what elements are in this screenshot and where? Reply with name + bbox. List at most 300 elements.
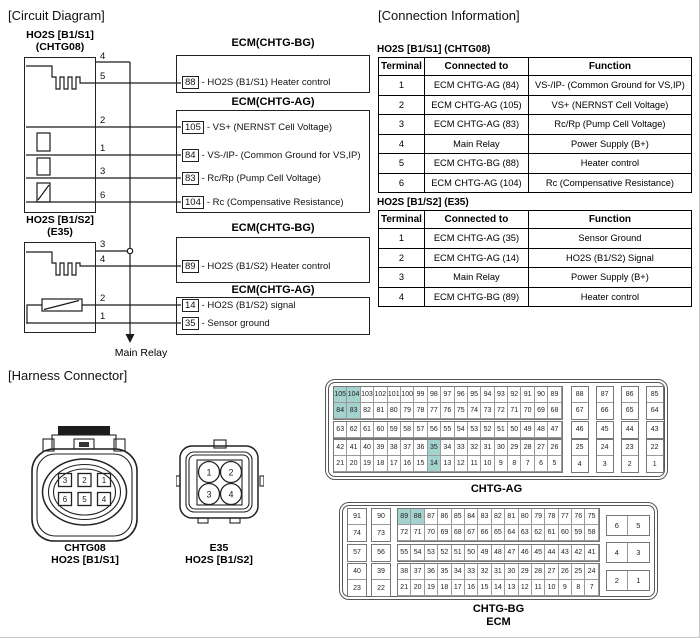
pin-58: 58 bbox=[401, 422, 414, 438]
pin-12: 12 bbox=[455, 456, 468, 472]
pin-90: 90 bbox=[372, 509, 390, 525]
pin-91: 91 bbox=[348, 509, 366, 525]
connector2-sub: HO2S [B1/S2] bbox=[185, 554, 253, 566]
pin-14: 14 bbox=[492, 580, 505, 596]
main-relay-label: Main Relay bbox=[114, 347, 168, 359]
pin-box bbox=[621, 439, 639, 473]
pin-4: 4 bbox=[607, 543, 628, 562]
pin-1: 1 bbox=[647, 456, 663, 472]
pin-105: 105 bbox=[334, 387, 347, 403]
pin-104: 104 bbox=[347, 387, 360, 403]
pin-grid bbox=[397, 563, 600, 597]
pin-38: 38 bbox=[398, 564, 411, 580]
column-header: Terminal bbox=[379, 58, 425, 76]
pin-1: 1 bbox=[628, 571, 649, 590]
pin-number-label: 5 bbox=[100, 71, 106, 82]
pin-27: 27 bbox=[535, 440, 548, 456]
pin-number-label: 3 bbox=[100, 166, 106, 177]
pin-25: 25 bbox=[572, 440, 588, 456]
pin-number-label: 4 bbox=[100, 254, 106, 265]
pin-43: 43 bbox=[647, 422, 663, 438]
pin-box bbox=[646, 421, 664, 439]
pin-16: 16 bbox=[465, 580, 478, 596]
pin-17: 17 bbox=[388, 456, 401, 472]
cavity-number: 1 bbox=[101, 476, 107, 485]
sensor1-code: (CHTG08) bbox=[35, 41, 85, 53]
pin-27: 27 bbox=[545, 564, 558, 580]
pin-49: 49 bbox=[478, 545, 491, 561]
ecm-pin-number: 84 bbox=[182, 149, 199, 162]
ecm-pin-desc: - HO2S (B1/S1) Heater control bbox=[201, 76, 331, 88]
pin-65: 65 bbox=[622, 403, 638, 419]
pin-90: 90 bbox=[535, 387, 548, 403]
pin-20: 20 bbox=[347, 456, 360, 472]
pin-62: 62 bbox=[347, 422, 360, 438]
pin-72: 72 bbox=[495, 403, 508, 419]
pin-86: 86 bbox=[438, 509, 451, 525]
pin-15: 15 bbox=[414, 456, 427, 472]
pin-singles bbox=[347, 508, 391, 542]
table-cell: HO2S (B1/S2) Signal bbox=[528, 248, 691, 268]
pin-44: 44 bbox=[622, 422, 638, 438]
pin-box bbox=[646, 386, 664, 420]
pin-grid bbox=[333, 386, 563, 420]
pin-31: 31 bbox=[492, 564, 505, 580]
e35-connector-drawing bbox=[176, 438, 264, 524]
pin-box bbox=[596, 421, 614, 439]
table-cell: ECM CHTG-AG (84) bbox=[424, 76, 528, 96]
pin-51: 51 bbox=[452, 545, 465, 561]
pin-73: 73 bbox=[481, 403, 494, 419]
pin-43: 43 bbox=[559, 545, 572, 561]
chtg08-connector-drawing bbox=[28, 424, 144, 544]
pin-8: 8 bbox=[572, 580, 585, 596]
pin-102: 102 bbox=[374, 387, 387, 403]
pin-5: 5 bbox=[628, 516, 649, 535]
pin-35: 35 bbox=[428, 440, 441, 456]
table-row bbox=[379, 115, 692, 135]
pin-grid bbox=[397, 508, 600, 542]
pin-29: 29 bbox=[508, 440, 521, 456]
pin-40: 40 bbox=[361, 440, 374, 456]
table-cell: Sensor Ground bbox=[528, 229, 691, 249]
pin-28: 28 bbox=[532, 564, 545, 580]
table-cell: 3 bbox=[379, 115, 425, 135]
table-cell: 1 bbox=[379, 76, 425, 96]
pin-59: 59 bbox=[388, 422, 401, 438]
pin-99: 99 bbox=[414, 387, 427, 403]
pin-69: 69 bbox=[535, 403, 548, 419]
table-cell: ECM CHTG-BG (89) bbox=[424, 287, 528, 307]
table-cell: ECM CHTG-AG (35) bbox=[424, 229, 528, 249]
pin-86: 86 bbox=[622, 387, 638, 403]
pin-79: 79 bbox=[532, 509, 545, 525]
pin-81: 81 bbox=[505, 509, 518, 525]
pin-6: 6 bbox=[607, 516, 628, 535]
pin-58: 58 bbox=[585, 525, 598, 541]
pin-89: 89 bbox=[398, 509, 411, 525]
pin-box bbox=[621, 386, 639, 420]
table-cell: Main Relay bbox=[424, 268, 528, 288]
pin-71: 71 bbox=[508, 403, 521, 419]
sensor2-title: HO2S [B1/S2] bbox=[26, 214, 94, 226]
pin-36: 36 bbox=[414, 440, 427, 456]
pin-26: 26 bbox=[559, 564, 572, 580]
pin-60: 60 bbox=[374, 422, 387, 438]
pin-79: 79 bbox=[401, 403, 414, 419]
pin-pair-box bbox=[606, 542, 650, 563]
chtg-ag-label: CHTG-AG bbox=[470, 483, 523, 495]
pin-box bbox=[371, 544, 391, 562]
pin-33: 33 bbox=[465, 564, 478, 580]
pin-15: 15 bbox=[478, 580, 491, 596]
ecm-box-title: ECM(CHTG-BG) bbox=[231, 222, 315, 234]
pin-41: 41 bbox=[347, 440, 360, 456]
pin-82: 82 bbox=[492, 509, 505, 525]
table-cell: Heater control bbox=[528, 287, 691, 307]
pin-12: 12 bbox=[519, 580, 532, 596]
ecm-pin-label bbox=[182, 195, 344, 209]
pin-52: 52 bbox=[481, 422, 494, 438]
latch-slot bbox=[79, 442, 89, 447]
pin-band bbox=[333, 439, 664, 473]
top-tab bbox=[214, 440, 226, 448]
table-cell: 2 bbox=[379, 95, 425, 115]
ecm-pin-label bbox=[182, 171, 321, 185]
pin-46: 46 bbox=[572, 422, 588, 438]
cavity-number: 3 bbox=[62, 476, 68, 485]
pin-45: 45 bbox=[597, 422, 613, 438]
connector1-name: CHTG08 bbox=[64, 542, 106, 554]
column-header: Function bbox=[528, 211, 691, 229]
pin-10: 10 bbox=[545, 580, 558, 596]
pin-55: 55 bbox=[441, 422, 454, 438]
pin-grid bbox=[333, 421, 563, 439]
pin-11: 11 bbox=[468, 456, 481, 472]
pin-singles bbox=[347, 544, 391, 562]
pin-37: 37 bbox=[401, 440, 414, 456]
connector-body bbox=[180, 446, 258, 518]
ecm-pin-number: 83 bbox=[182, 172, 199, 185]
ecm-box-title: ECM(CHTG-AG) bbox=[231, 96, 315, 108]
pin-95: 95 bbox=[468, 387, 481, 403]
pin-box bbox=[371, 563, 391, 597]
table-row bbox=[379, 229, 692, 249]
pin-14: 14 bbox=[428, 456, 441, 472]
pin-box bbox=[371, 508, 391, 542]
harness-connector-heading: [Harness Connector] bbox=[8, 368, 128, 383]
pin-85: 85 bbox=[647, 387, 663, 403]
pin-60: 60 bbox=[559, 525, 572, 541]
pin-91: 91 bbox=[521, 387, 534, 403]
pin-box bbox=[347, 563, 367, 597]
pin-box bbox=[347, 508, 367, 542]
cavity-number: 5 bbox=[82, 495, 87, 504]
pin-70: 70 bbox=[425, 525, 438, 541]
pin-53: 53 bbox=[425, 545, 438, 561]
pin-box bbox=[571, 421, 589, 439]
pin-71: 71 bbox=[411, 525, 424, 541]
pin-33: 33 bbox=[455, 440, 468, 456]
pin-68: 68 bbox=[452, 525, 465, 541]
cavity-number: 3 bbox=[206, 489, 212, 500]
column-header: Function bbox=[528, 58, 691, 76]
pin-box bbox=[571, 386, 589, 420]
pin-41: 41 bbox=[585, 545, 598, 561]
table-row bbox=[379, 268, 692, 288]
pin-4: 4 bbox=[572, 456, 588, 472]
pin-47: 47 bbox=[505, 545, 518, 561]
pin-92: 92 bbox=[508, 387, 521, 403]
ecm-pin-label bbox=[182, 259, 330, 273]
pin-13: 13 bbox=[441, 456, 454, 472]
ecm-pin-desc: - Rc (Compensative Resistance) bbox=[206, 196, 344, 208]
pin-83: 83 bbox=[347, 403, 360, 419]
pin-9: 9 bbox=[495, 456, 508, 472]
table-cell: VS+ (NERNST Cell Voltage) bbox=[528, 95, 691, 115]
table-cell: Power Supply (B+) bbox=[528, 268, 691, 288]
pin-20: 20 bbox=[411, 580, 424, 596]
pin-19: 19 bbox=[361, 456, 374, 472]
table-cell: ECM CHTG-AG (83) bbox=[424, 115, 528, 135]
table-row bbox=[379, 95, 692, 115]
pin-10: 10 bbox=[481, 456, 494, 472]
pin-box bbox=[571, 439, 589, 473]
pin-93: 93 bbox=[495, 387, 508, 403]
pin-100: 100 bbox=[401, 387, 414, 403]
table-cell: ECM CHTG-BG (88) bbox=[424, 154, 528, 174]
sensor2-box bbox=[24, 242, 96, 333]
ecm-pin-desc: - Rc/Rp (Pump Cell Voltage) bbox=[201, 172, 321, 184]
circuit-diagram-heading: [Circuit Diagram] bbox=[8, 8, 105, 23]
pin-24: 24 bbox=[585, 564, 598, 580]
pin-band bbox=[347, 508, 650, 542]
pin-7: 7 bbox=[585, 580, 598, 596]
pin-67: 67 bbox=[572, 403, 588, 419]
pin-band bbox=[347, 542, 650, 563]
side-notch-right bbox=[260, 476, 264, 486]
table-header-row bbox=[379, 211, 692, 229]
pin-89: 89 bbox=[548, 387, 561, 403]
ecm-pin-desc: - HO2S (B1/S2) signal bbox=[201, 299, 296, 311]
pin-48: 48 bbox=[535, 422, 548, 438]
table-header-row bbox=[379, 58, 692, 76]
sensor1-box bbox=[24, 57, 96, 213]
connection-information-heading: [Connection Information] bbox=[378, 8, 520, 23]
pin-47: 47 bbox=[548, 422, 561, 438]
pin-16: 16 bbox=[401, 456, 414, 472]
pin-64: 64 bbox=[647, 403, 663, 419]
pin-37: 37 bbox=[411, 564, 424, 580]
pin-72: 72 bbox=[398, 525, 411, 541]
pin-49: 49 bbox=[521, 422, 534, 438]
pin-21: 21 bbox=[334, 456, 347, 472]
table-cell: Main Relay bbox=[424, 134, 528, 154]
ecm-pin-number: 88 bbox=[182, 76, 199, 89]
connector1-sub: HO2S [B1/S1] bbox=[51, 554, 119, 566]
table-cell: 4 bbox=[379, 134, 425, 154]
ecm-pin-number: 35 bbox=[182, 317, 199, 330]
pin-39: 39 bbox=[374, 440, 387, 456]
pin-30: 30 bbox=[505, 564, 518, 580]
pin-39: 39 bbox=[372, 564, 390, 580]
pin-5: 5 bbox=[548, 456, 561, 472]
pin-36: 36 bbox=[425, 564, 438, 580]
pin-8: 8 bbox=[508, 456, 521, 472]
table-cell: Rc (Compensative Resistance) bbox=[528, 173, 691, 193]
pin-81: 81 bbox=[374, 403, 387, 419]
pin-73: 73 bbox=[372, 525, 390, 541]
pin-17: 17 bbox=[452, 580, 465, 596]
chtg-bg-connector-block bbox=[339, 502, 658, 600]
pin-9: 9 bbox=[559, 580, 572, 596]
ecm-pin-number: 89 bbox=[182, 260, 199, 273]
pin-61: 61 bbox=[545, 525, 558, 541]
pin-45: 45 bbox=[532, 545, 545, 561]
pin-28: 28 bbox=[521, 440, 534, 456]
pin-63: 63 bbox=[519, 525, 532, 541]
pin-box bbox=[347, 544, 367, 562]
pin-singles bbox=[347, 563, 391, 597]
pin-pair-box bbox=[606, 515, 650, 536]
pin-29: 29 bbox=[519, 564, 532, 580]
ecm-pin-number: 104 bbox=[182, 196, 204, 209]
column-header: Connected to bbox=[424, 58, 528, 76]
table-cell: 5 bbox=[379, 154, 425, 174]
chtg-bg-grid bbox=[342, 505, 655, 597]
junction-node bbox=[127, 248, 132, 253]
pin-23: 23 bbox=[622, 440, 638, 456]
cavity-number: 1 bbox=[206, 467, 212, 478]
pin-74: 74 bbox=[348, 525, 366, 541]
pin-80: 80 bbox=[519, 509, 532, 525]
table-row bbox=[379, 287, 692, 307]
pin-78: 78 bbox=[414, 403, 427, 419]
ecm-pin-desc: - HO2S (B1/S2) Heater control bbox=[201, 260, 331, 272]
pin-54: 54 bbox=[411, 545, 424, 561]
pin-plate bbox=[197, 460, 242, 505]
ecm-pin-desc: - VS-/IP- (Common Ground for VS,IP) bbox=[201, 149, 361, 161]
pin-82: 82 bbox=[361, 403, 374, 419]
pin-56: 56 bbox=[372, 545, 390, 561]
pin-70: 70 bbox=[521, 403, 534, 419]
pin-69: 69 bbox=[438, 525, 451, 541]
pin-63: 63 bbox=[334, 422, 347, 438]
pin-box bbox=[596, 386, 614, 420]
pin-singles bbox=[571, 421, 664, 439]
latch-top bbox=[58, 426, 110, 435]
pin-97: 97 bbox=[441, 387, 454, 403]
pin-85: 85 bbox=[452, 509, 465, 525]
pin-64: 64 bbox=[505, 525, 518, 541]
pin-22: 22 bbox=[647, 440, 663, 456]
pin-singles bbox=[571, 386, 664, 420]
pin-21: 21 bbox=[398, 580, 411, 596]
pin-42: 42 bbox=[334, 440, 347, 456]
table-row bbox=[379, 248, 692, 268]
pin-number-label: 2 bbox=[100, 293, 106, 304]
pin-62: 62 bbox=[532, 525, 545, 541]
pin-84: 84 bbox=[465, 509, 478, 525]
table-cell: ECM CHTG-AG (104) bbox=[424, 173, 528, 193]
ecm-box-title: ECM(CHTG-AG) bbox=[231, 284, 315, 296]
pin-grid bbox=[333, 439, 563, 473]
table-row bbox=[379, 154, 692, 174]
table-cell: 1 bbox=[379, 229, 425, 249]
pin-68: 68 bbox=[548, 403, 561, 419]
table-cell: ECM CHTG-AG (105) bbox=[424, 95, 528, 115]
cavity-number: 2 bbox=[82, 476, 87, 485]
pin-19: 19 bbox=[425, 580, 438, 596]
cavity-number: 6 bbox=[62, 495, 68, 504]
pin-2: 2 bbox=[622, 456, 638, 472]
pin-101: 101 bbox=[388, 387, 401, 403]
pin-77: 77 bbox=[559, 509, 572, 525]
connector2-name: E35 bbox=[209, 542, 229, 554]
pin-34: 34 bbox=[452, 564, 465, 580]
pin-53: 53 bbox=[468, 422, 481, 438]
pin-57: 57 bbox=[348, 545, 366, 561]
pin-23: 23 bbox=[348, 580, 366, 596]
pin-38: 38 bbox=[388, 440, 401, 456]
pin-51: 51 bbox=[495, 422, 508, 438]
pin-30: 30 bbox=[495, 440, 508, 456]
pin-67: 67 bbox=[465, 525, 478, 541]
pin-band bbox=[347, 563, 650, 597]
pin-number-label: 3 bbox=[100, 239, 106, 250]
pin-40: 40 bbox=[348, 564, 366, 580]
table-row bbox=[379, 134, 692, 154]
sensor2-code: (E35) bbox=[47, 226, 73, 238]
pin-32: 32 bbox=[478, 564, 491, 580]
pin-18: 18 bbox=[374, 456, 387, 472]
column-header: Terminal bbox=[379, 211, 425, 229]
pin-18: 18 bbox=[438, 580, 451, 596]
pin-96: 96 bbox=[455, 387, 468, 403]
pin-94: 94 bbox=[481, 387, 494, 403]
pin-number-label: 1 bbox=[100, 311, 106, 322]
pin-50: 50 bbox=[465, 545, 478, 561]
pin-84: 84 bbox=[334, 403, 347, 419]
pin-74: 74 bbox=[468, 403, 481, 419]
table-cell: Rc/Rp (Pump Cell Voltage) bbox=[528, 115, 691, 135]
pin-87: 87 bbox=[597, 387, 613, 403]
pin-13: 13 bbox=[505, 580, 518, 596]
table-cell: VS-/IP- (Common Ground for VS,IP) bbox=[528, 76, 691, 96]
pin-35: 35 bbox=[438, 564, 451, 580]
pin-88: 88 bbox=[572, 387, 588, 403]
pin-103: 103 bbox=[361, 387, 374, 403]
pin-83: 83 bbox=[478, 509, 491, 525]
table-cell: ECM CHTG-AG (14) bbox=[424, 248, 528, 268]
cavity-number: 2 bbox=[228, 467, 234, 478]
connection-table-2 bbox=[378, 210, 692, 307]
ecm-box-title: ECM(CHTG-BG) bbox=[231, 37, 315, 49]
ecm-pin-number: 105 bbox=[182, 121, 204, 134]
pin-50: 50 bbox=[508, 422, 521, 438]
pin-34: 34 bbox=[441, 440, 454, 456]
column-header: Connected to bbox=[424, 211, 528, 229]
table2-title: HO2S [B1/S2] (E35) bbox=[377, 197, 469, 208]
pin-80: 80 bbox=[388, 403, 401, 419]
pin-98: 98 bbox=[428, 387, 441, 403]
pin-66: 66 bbox=[597, 403, 613, 419]
pin-2: 2 bbox=[607, 571, 628, 590]
pin-59: 59 bbox=[572, 525, 585, 541]
table1-title: HO2S [B1/S1] (CHTG08) bbox=[377, 44, 491, 55]
pin-box bbox=[621, 421, 639, 439]
pin-26: 26 bbox=[548, 440, 561, 456]
